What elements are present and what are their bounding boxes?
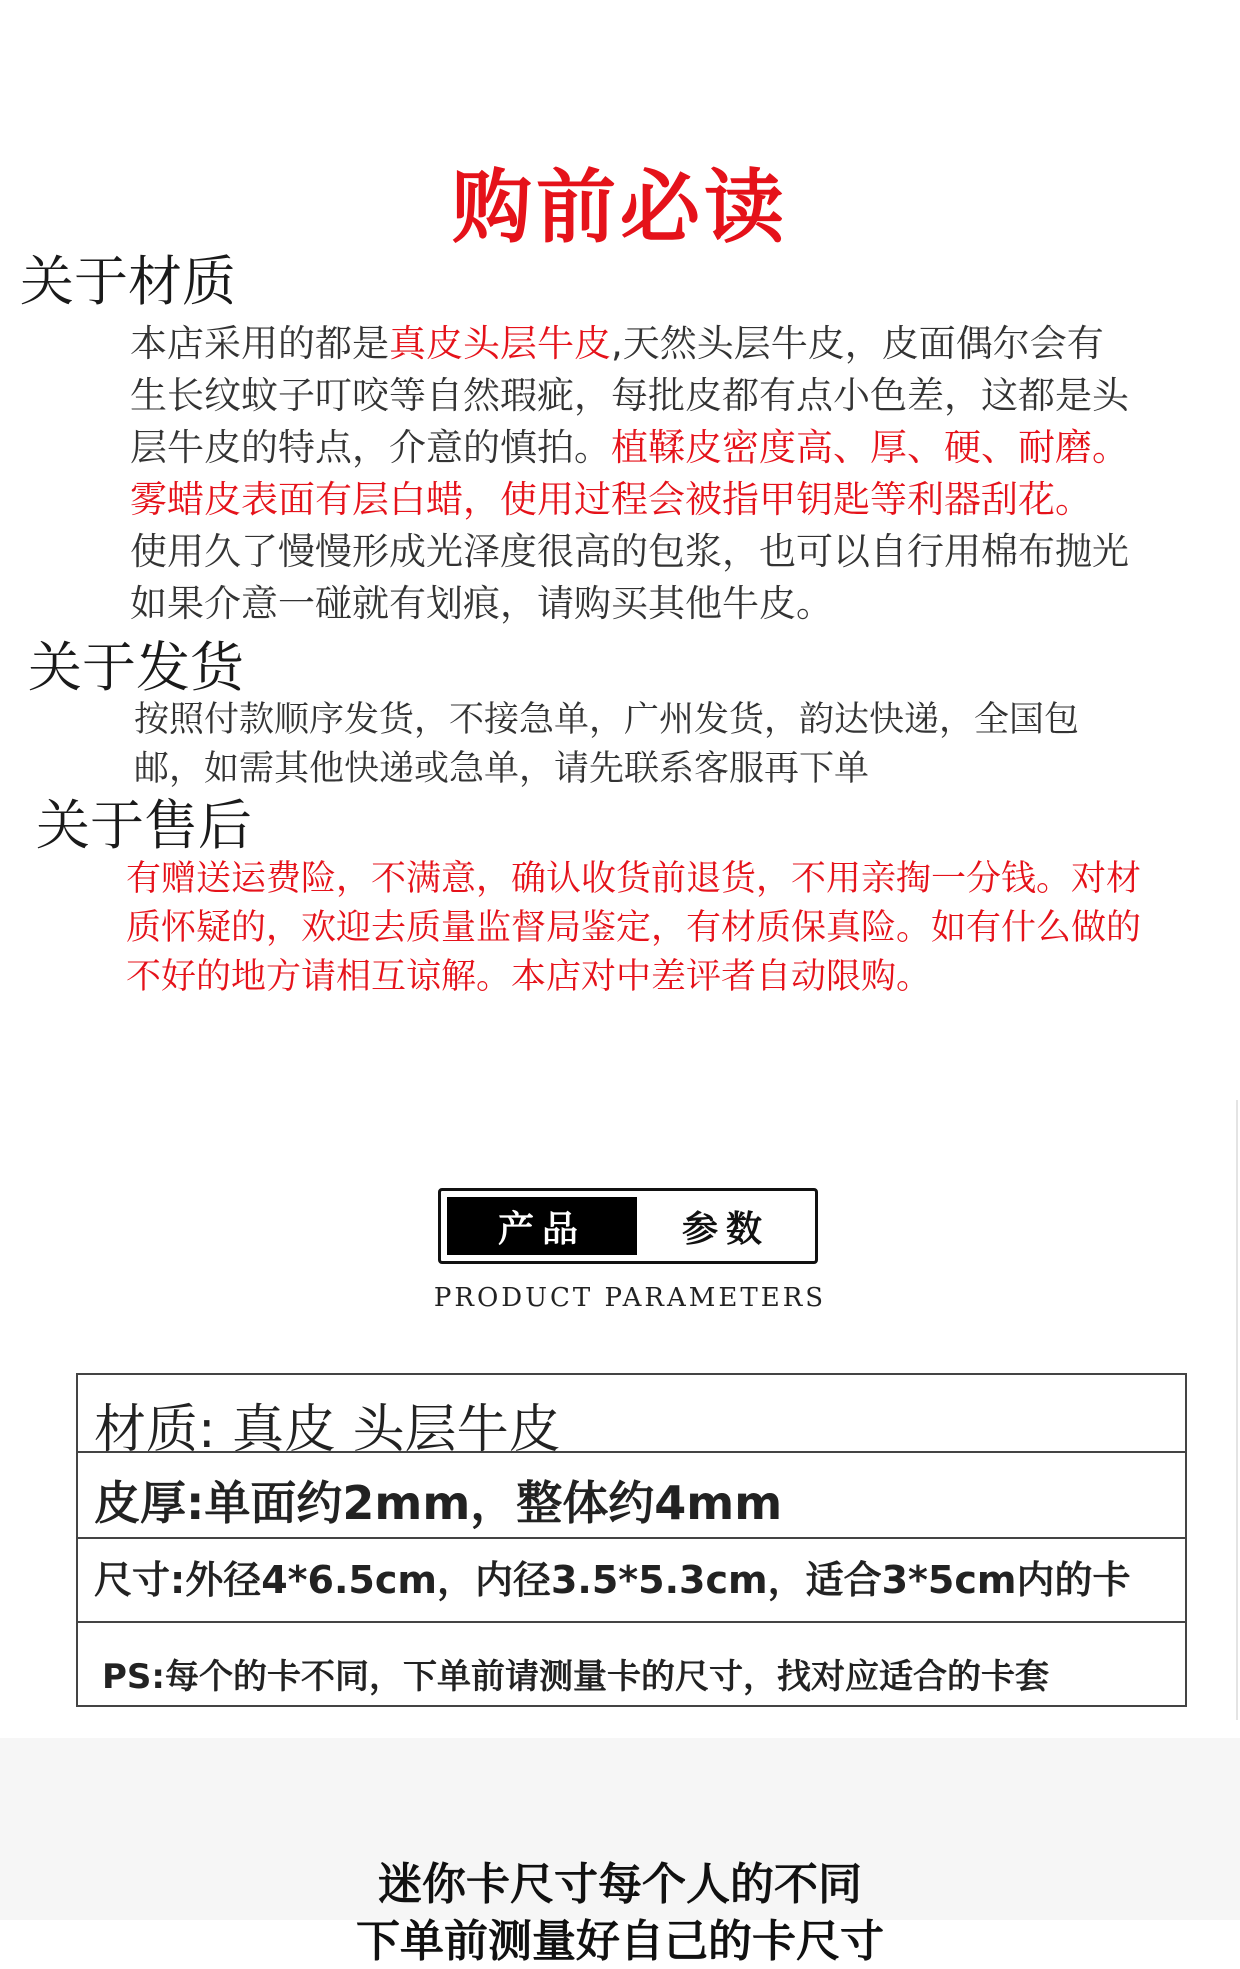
section-heading-aftersale: 关于售后 [36,794,252,857]
param-thickness: 皮厚:单面约2mm，整体约4mm [94,1476,783,1530]
section-heading-shipping: 关于发货 [28,636,244,699]
material-highlight: 真皮头层牛皮 [389,322,611,365]
material-text: 本店采用的都是 [130,322,389,365]
badge-subtitle: PRODUCT PARAMETERS [433,1283,827,1313]
material-highlight: 植鞣皮密度高、厚、硬、耐磨。 [611,426,1129,469]
material-text: 层牛皮的特点，介意的慎拍。 [130,426,611,469]
material-paragraph [130,318,1129,630]
table-row-thickness [78,1451,1185,1537]
badge-right-label: 参数 [681,1208,770,1250]
shipping-line-1: 按照付款顺序发货，不接急单，广州发货，韵达快递，全国包 [134,700,1080,740]
shipping-line-2: 邮，如需其他快递或急单，请先联系客服再下单 [134,749,870,789]
material-line-2: 生长纹蚊子叮咬等自然瑕疵，每批皮都有点小色差，这都是头 [130,374,1129,417]
aftersale-line-3: 不好的地方请相互谅解。本店对中差评者自动限购。 [126,957,932,997]
param-material: 材质: 真皮 头层牛皮 [94,1400,561,1460]
bottom-heading: 迷你卡尺寸每个人的不同 [378,1859,862,1910]
table-row-material [78,1375,1185,1460]
material-line-5: 使用久了慢慢形成光泽度很高的包浆，也可以自行用棉布抛光 [130,530,1129,573]
product-parameters-badge [438,1188,818,1264]
table-row-size [78,1537,1185,1621]
aftersale-paragraph [126,855,1141,1002]
aftersale-line-2: 质怀疑的，欢迎去质量监督局鉴定，有材质保真险。如有什么做的 [126,908,1142,948]
material-line-6: 如果介意一碰就有划痕，请购买其他牛皮。 [130,582,833,625]
param-ps: PS:每个的卡不同，下单前请测量卡的尺寸，找对应适合的卡套 [102,1657,1050,1697]
material-text: ,天然头层牛皮，皮面偶尔会有 [611,322,1104,365]
material-line-3 [130,422,1129,474]
bottom-subheading: 下单前测量好自己的卡尺寸 [356,1916,884,1967]
shipping-paragraph [134,696,1079,794]
page-title: 购前必读 [452,161,788,254]
parameters-table [76,1373,1187,1707]
material-line-4: 雾蜡皮表面有层白蜡，使用过程会被指甲钥匙等利器刮花。 [130,478,1092,521]
table-row-ps [78,1621,1185,1707]
section-heading-material: 关于材质 [20,250,236,313]
material-line-1 [130,318,1129,370]
badge-left-label: 产品 [447,1197,637,1255]
divider-line [1236,1100,1238,1720]
aftersale-line-1: 有赠送运费险，不满意，确认收货前退货，不用亲掏一分钱。对材 [126,859,1142,899]
param-size: 尺寸:外径4*6.5cm，内径3.5*5.3cm，适合3*5cm内的卡 [94,1558,1131,1602]
